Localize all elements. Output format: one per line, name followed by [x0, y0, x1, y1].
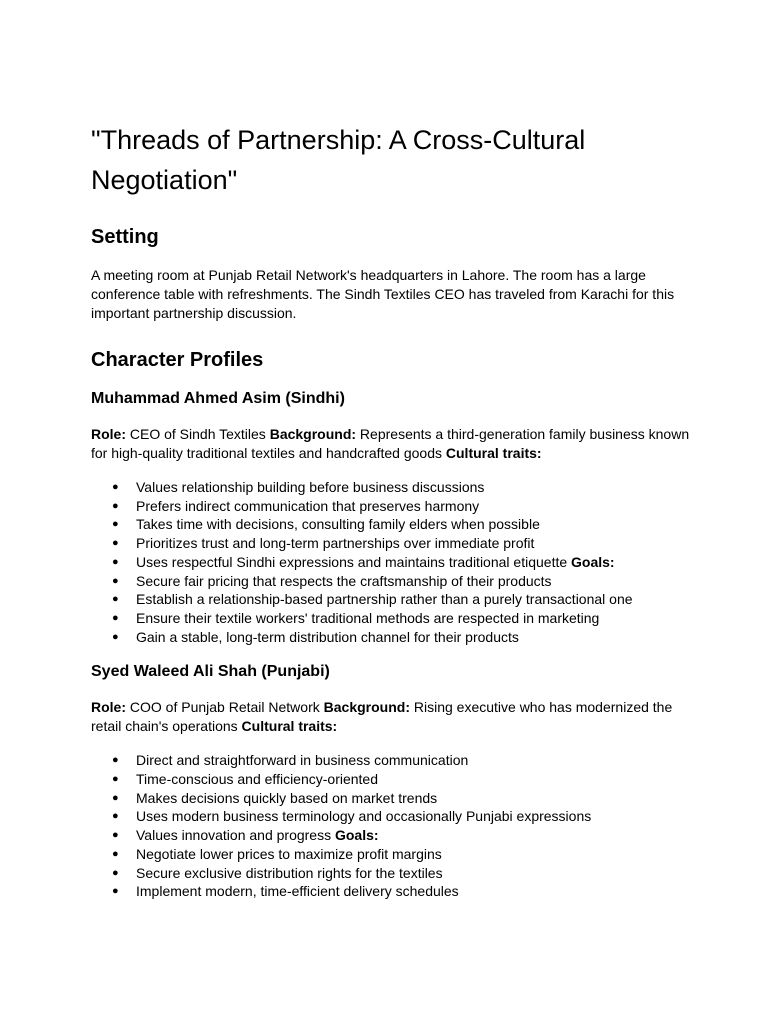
list-item: ● Secure exclusive distribution rights for the textiles — [112, 864, 443, 881]
list-item: ● Negotiate lower prices to maximize profit margins — [112, 845, 442, 862]
bullet-icon: ● — [112, 574, 119, 587]
bullet-icon: ● — [112, 499, 119, 512]
goals-label: Goals: — [571, 553, 615, 570]
list-item: ● Direct and straightforward in business communication — [112, 752, 469, 769]
setting-heading: Setting — [91, 226, 159, 248]
background-text: Represents a third-generation family business known for high-quality traditional textiles and handcrafted goods — [91, 426, 690, 461]
list-item: ● Secure fair pricing that respects the craftsmanship of their products — [112, 572, 552, 589]
list-item: ● Time-conscious and efficiency-oriented — [112, 771, 379, 788]
bullet-icon: ● — [112, 810, 119, 823]
role-text: COO of Punjab Retail Network — [126, 699, 324, 716]
list-item: ● Takes time with decisions, consulting family elders when possible — [112, 516, 540, 533]
list-item: ● Establish a relationship-based partnership rather than a purely transactional one — [112, 591, 633, 608]
character-2-description — [91, 698, 691, 736]
list-item: ● Values innovation and progress Goals: — [112, 827, 379, 844]
role-label: Role: — [91, 699, 126, 716]
list-item: ● Uses modern business terminology and occasionally Punjabi expressions — [112, 808, 592, 825]
bullet-icon: ● — [112, 537, 119, 550]
bullet-icon: ● — [112, 518, 119, 531]
list-item: ● Gain a stable, long-term distribution channel for their products — [112, 628, 519, 645]
cultural-traits-label: Cultural traits: — [241, 718, 338, 735]
document-title — [91, 120, 691, 200]
character-1-description — [91, 425, 691, 463]
bullet-icon: ● — [112, 829, 119, 842]
list-item: ● Ensure their textile workers' traditional methods are respected in marketing — [112, 609, 600, 626]
bullet-icon: ● — [112, 555, 119, 568]
bullet-icon: ● — [112, 791, 119, 804]
goals-label: Goals: — [334, 827, 379, 844]
background-label: Background: — [323, 699, 410, 716]
list-item: ● Implement modern, time-efficient delivery schedules — [112, 883, 459, 900]
character-2-list — [91, 751, 691, 901]
bullet-icon: ● — [112, 754, 119, 767]
background-label: Background: — [269, 426, 357, 442]
list-item: ● Values relationship building before business discussions — [112, 479, 485, 495]
character-1-name: Muhammad Ahmed Asim (Sindhi) — [91, 390, 345, 407]
title-line-1: "Threads of Partnership: A Cross-Cultural — [91, 125, 586, 155]
document-page — [91, 120, 691, 901]
character-1-list — [91, 478, 691, 646]
list-item: ● Prefers indirect communication that preserves harmony — [112, 497, 480, 514]
list-item: ● Makes decisions quickly based on market trends — [112, 789, 438, 806]
background-text: Rising executive who has modernized the retail chain's operations — [91, 699, 673, 735]
character-2-name: Syed Waleed Ali Shah (Punjabi) — [91, 663, 330, 681]
bullet-icon: ● — [112, 611, 119, 624]
title-line-2: Negotiation" — [91, 165, 238, 195]
bullet-icon: ● — [112, 773, 119, 786]
bullet-icon: ● — [112, 593, 119, 606]
bullet-icon: ● — [112, 885, 119, 898]
list-item: ● Uses respectful Sindhi expressions and maintains traditional etiquette Goals: — [112, 553, 615, 570]
bullet-icon: ● — [112, 481, 119, 493]
character-profiles-heading: Character Profiles — [91, 349, 264, 371]
bullet-icon: ● — [112, 847, 119, 860]
role-text: CEO of Sindh Textiles — [126, 426, 270, 442]
role-label: Role: — [91, 426, 126, 442]
setting-paragraph: A meeting room at Punjab Retail Network's headquarters in Lahore. The room has a large conference table with refreshments. The Sindh Textiles CEO has traveled from Karachi for this important partnership discussion. — [91, 267, 675, 321]
list-item: ● Prioritizes trust and long-term partnerships over immediate profit — [112, 535, 535, 552]
bullet-icon: ● — [112, 866, 119, 879]
cultural-traits-label: Cultural traits: — [445, 445, 542, 461]
bullet-icon: ● — [112, 630, 119, 643]
